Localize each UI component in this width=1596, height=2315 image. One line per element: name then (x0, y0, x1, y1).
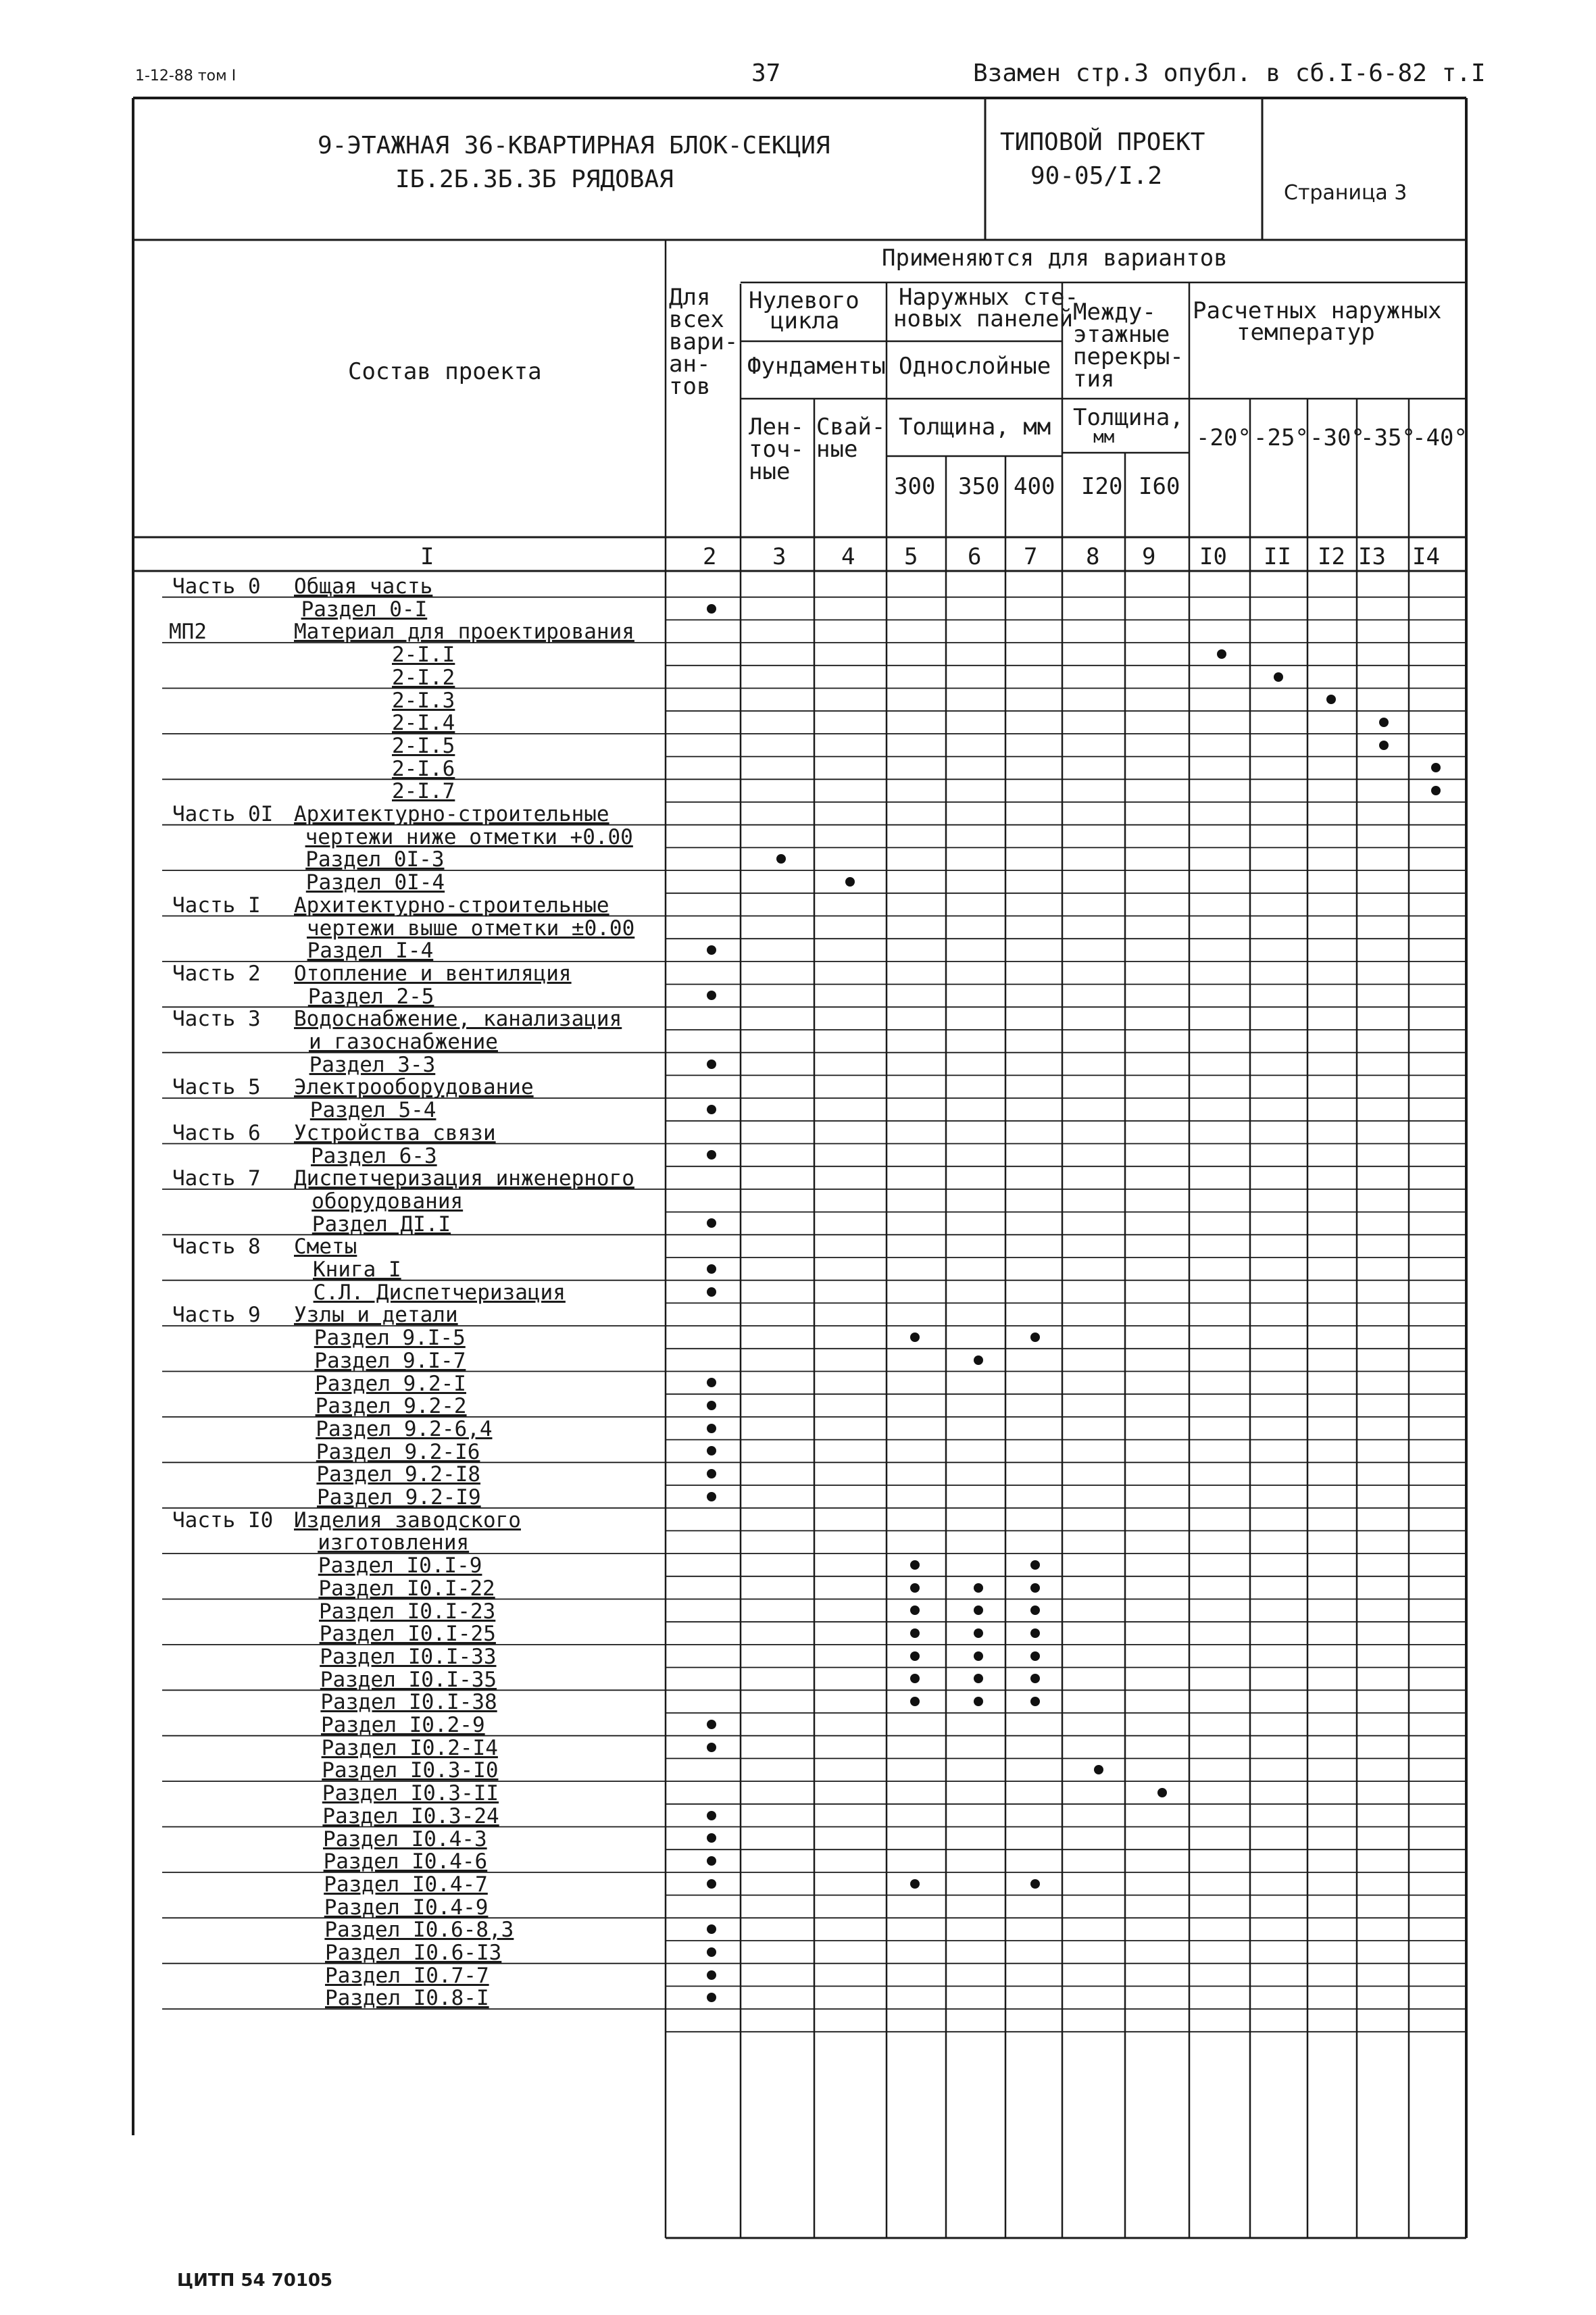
header-floor-thickness-2: мм (1093, 427, 1115, 447)
row-name: Раздел 5-4 (309, 1098, 437, 1123)
row-name: Раздел I0.7-7 (325, 1963, 489, 1988)
row-name: Раздел I0.4-7 (324, 1872, 488, 1897)
row-name: Раздел I0.I-35 (320, 1667, 497, 1692)
header-temps-1: Расчетных наружных (1193, 297, 1442, 324)
row-name: Раздел I0.I-25 (319, 1622, 496, 1647)
col-num-8: 8 (1086, 543, 1100, 570)
row-name: Раздел I0.6-I3 (325, 1941, 502, 1965)
row-part-label: Часть 8 (172, 1235, 261, 1260)
row-name: Материал для проектирования (294, 620, 634, 645)
series-label: 1-12-88 том I (135, 68, 236, 84)
row-name: С.Л. Диспетчеризация (313, 1280, 566, 1305)
row-name: Раздел I0.4-9 (324, 1895, 489, 1920)
page-label: Страница 3 (1284, 181, 1407, 205)
row-name: Раздел 9.2-I (315, 1371, 466, 1396)
row-name: Отопление и вентиляция (294, 961, 572, 986)
row-name: Архитектурно-строительные (294, 802, 609, 826)
row-name: 2-I.I (392, 643, 455, 668)
header-t120: I20 (1081, 473, 1123, 500)
row-name: Раздел 0I-4 (305, 870, 445, 895)
row-name: Раздел I0.2-9 (321, 1713, 485, 1737)
row-name: Раздел I0.6-8,3 (324, 1918, 514, 1943)
header-strip-3: ные (749, 458, 791, 485)
row-part-label: Часть 0 (172, 574, 261, 599)
header-for-all-4: ан- (669, 351, 711, 378)
row-name: изготовления (318, 1530, 470, 1555)
row-name: Раздел I0.3-I0 (322, 1758, 499, 1783)
row-name: Раздел 6-3 (311, 1143, 437, 1168)
row-name: Архитектурно-строительные (294, 893, 609, 918)
row-part-label: Часть 9 (172, 1303, 261, 1328)
row-part-label: Часть 2 (172, 961, 261, 986)
header-outer-walls-2: новых панелей (893, 305, 1074, 332)
row-name: Раздел 9.2-I6 (316, 1439, 480, 1464)
row-name: Раздел 9.2-2 (315, 1394, 467, 1419)
row-name: Раздел I0.I-38 (320, 1690, 497, 1715)
row-name: Книга I (313, 1258, 401, 1282)
header-strip-2: точ- (749, 436, 804, 463)
row-name: Устройства связи (294, 1120, 496, 1145)
header-temp-20: -20° (1196, 424, 1251, 451)
row-name: Раздел I0.4-6 (323, 1849, 488, 1874)
header-outer-walls-1: Наружных сте- (899, 284, 1079, 311)
row-part-label: Часть 0I (172, 802, 274, 826)
header-temps-2: температур (1237, 319, 1375, 346)
row-part-label: Часть 6 (172, 1120, 261, 1145)
row-name: Раздел 2-5 (307, 984, 434, 1009)
header-floors-1: Между- (1073, 299, 1156, 326)
row-name: Сметы (294, 1235, 357, 1260)
header-t350: 350 (958, 473, 1000, 500)
header-temp-40: -40° (1412, 424, 1468, 451)
col-num-5: 5 (904, 543, 918, 570)
header-for-all-1: Для (669, 284, 711, 311)
row-part-label: Часть I0 (172, 1508, 274, 1533)
row-name: Узлы и детали (294, 1303, 458, 1328)
header-floor-thickness-1: Толщина, (1073, 404, 1184, 431)
row-name: чертежи выше отметки ±0.00 (307, 916, 635, 941)
col-num-3: 3 (772, 543, 787, 570)
row-name: Раздел I-4 (307, 939, 434, 964)
col-num-10: I0 (1199, 543, 1227, 570)
row-name: Раздел I0.I-23 (319, 1599, 496, 1624)
row-name: Раздел 0-I (301, 597, 428, 622)
col-num-1: I (420, 543, 434, 570)
header-t400: 400 (1014, 473, 1055, 500)
header-zero-cycle-2: цикла (770, 307, 840, 334)
row-name: Раздел I0.I-9 (318, 1553, 482, 1578)
header-floors-2: этажные (1073, 321, 1170, 348)
row-name: Раздел I0.I-22 (318, 1576, 495, 1601)
row-name: чертежи ниже отметки +0.00 (305, 824, 633, 849)
row-part-label: Часть 5 (172, 1075, 261, 1100)
header-single-layer: Однослойные (899, 353, 1051, 380)
header-floors-4: тия (1073, 366, 1115, 393)
row-name: Раздел 9.2-6,4 (316, 1416, 493, 1441)
col-num-11: II (1264, 543, 1291, 570)
header-temp-25: -25° (1253, 424, 1309, 451)
col-num-6: 6 (968, 543, 982, 570)
header-strip-1: Лен- (749, 414, 804, 441)
page-number: 37 (751, 59, 781, 87)
row-name: Общая часть (294, 574, 433, 599)
header-floors-3: перекры- (1073, 343, 1184, 370)
row-name: оборудования (311, 1189, 464, 1214)
header-for-all-5: тов (669, 373, 711, 400)
header-wall-thickness: Толщина, мм (899, 414, 1051, 441)
header-temp-35: -35° (1360, 424, 1416, 451)
row-name: 2-I.4 (392, 711, 455, 736)
row-name: Раздел I0.4-3 (323, 1826, 487, 1851)
footer-code: ЦИТП 54 70105 (177, 2270, 333, 2291)
col-num-13: I3 (1358, 543, 1386, 570)
header-for-all-3: вари- (669, 328, 739, 355)
header-composition: Состав проекта (348, 358, 542, 385)
header-applied: Применяются для вариантов (882, 245, 1228, 272)
row-name: 2-I.2 (392, 665, 455, 690)
col-num-9: 9 (1142, 543, 1156, 570)
row-part-label: Часть 3 (172, 1007, 261, 1032)
col-num-4: 4 (841, 543, 855, 570)
row-name: и газоснабжение (309, 1030, 498, 1054)
row-name: 2-I.6 (392, 756, 455, 781)
row-name: Раздел I0.8-I (325, 1986, 489, 2011)
row-name: Раздел 9.2-I9 (317, 1485, 481, 1510)
col-num-12: I2 (1318, 543, 1345, 570)
row-name: Диспетчеризация инженерного (294, 1166, 634, 1191)
row-name: Раздел I0.3-II (322, 1781, 499, 1806)
header-pile-2: ные (816, 436, 858, 463)
col-num-7: 7 (1024, 543, 1038, 570)
row-name: Раздел ДI.I (311, 1212, 451, 1237)
row-name: Раздел 9.I-7 (314, 1348, 466, 1373)
row-name: Электрооборудование (294, 1075, 534, 1100)
col-num-14: I4 (1412, 543, 1440, 570)
header-t160: I60 (1139, 473, 1180, 500)
project-number: 90-05/I.2 (1030, 162, 1163, 190)
row-name: Раздел 0I-3 (305, 847, 445, 872)
header-temp-30: -30° (1310, 424, 1365, 451)
row-name: 2-I.7 (392, 779, 455, 804)
row-part-label: МП2 (169, 620, 207, 645)
header-foundations: Фундаменты (747, 353, 886, 380)
row-name: Раздел 3-3 (309, 1052, 436, 1077)
row-name: Раздел 9.I-5 (314, 1326, 466, 1351)
document-title-line2: IБ.2Б.3Б.3Б РЯДОВАЯ (395, 166, 674, 193)
row-part-label: Часть 7 (172, 1166, 261, 1191)
row-name: 2-I.3 (392, 688, 455, 713)
col-num-2: 2 (703, 543, 717, 570)
header-for-all-2: всех (669, 306, 724, 333)
row-name: 2-I.5 (392, 733, 455, 758)
header-pile-1: Свай- (816, 414, 886, 441)
row-name: Раздел I0.2-I4 (321, 1735, 498, 1760)
header-t300: 300 (894, 473, 936, 500)
document-title-line1: 9-ЭТАЖНАЯ 36-КВАРТИРНАЯ БЛОК-СЕКЦИЯ (318, 132, 830, 159)
replacement-note: Взамен стр.3 опубл. в сб.I-6-82 т.I (973, 59, 1486, 87)
header-zero-cycle-1: Нулевого (749, 287, 859, 314)
row-name: Раздел I0.3-24 (322, 1803, 499, 1828)
project-type: ТИПОВОЙ ПРОЕКТ (1000, 128, 1205, 156)
row-name: Изделия заводского (294, 1508, 521, 1533)
row-name: Раздел 9.2-I8 (316, 1462, 481, 1487)
row-part-label: Часть I (172, 893, 261, 918)
row-name: Водоснабжение, канализация (294, 1007, 622, 1032)
row-name: Раздел I0.I-33 (320, 1644, 497, 1669)
